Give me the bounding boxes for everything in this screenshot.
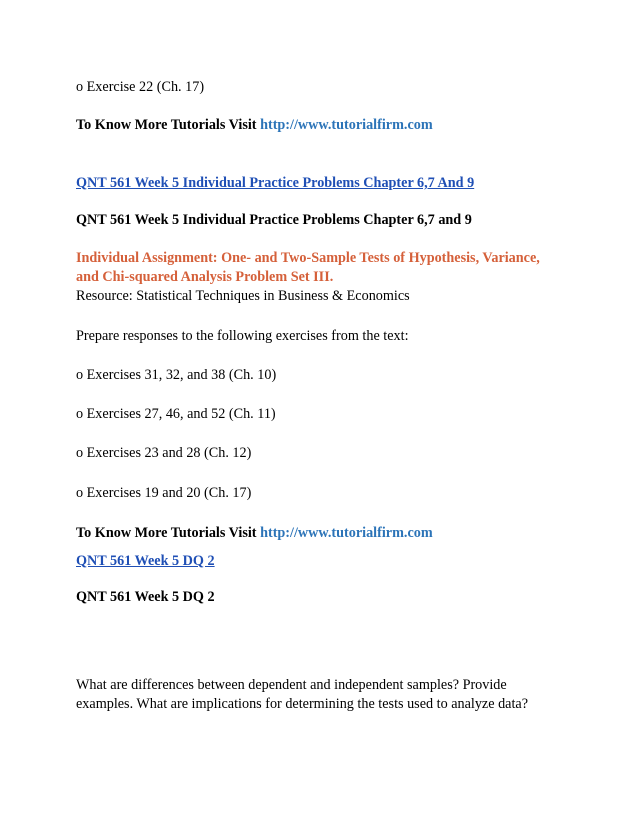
promo-line-2 — [76, 524, 433, 542]
exercise-item-ch11: o Exercises 27, 46, and 52 (Ch. 11) — [76, 406, 276, 422]
assignment-title-line2: and Chi-squared Analysis Problem Set III. — [76, 269, 334, 285]
promo-label: To Know More Tutorials Visit — [76, 525, 261, 541]
resource-text: Resource: Statistical Techniques in Business & Economics — [76, 288, 410, 304]
exercise-item-ch12: o Exercises 23 and 28 (Ch. 12) — [76, 445, 252, 461]
question-line2: examples. What are implications for determining the tests used to analyze data? — [76, 696, 529, 712]
section1-heading: QNT 561 Week 5 Individual Practice Problems Chapter 6,7 and 9 — [76, 212, 472, 228]
section2-title-link[interactable]: QNT 561 Week 5 DQ 2 — [76, 553, 215, 569]
exercise-item-ch17: o Exercises 19 and 20 (Ch. 17) — [76, 485, 252, 501]
promo-line-1 — [76, 116, 433, 134]
promo-label: To Know More Tutorials Visit — [76, 117, 261, 133]
promo-url-link[interactable]: http://www.tutorialfirm.com — [260, 525, 433, 541]
exercise-22-item: o Exercise 22 (Ch. 17) — [76, 79, 205, 95]
promo-url-link[interactable]: http://www.tutorialfirm.com — [260, 117, 433, 133]
section2-heading: QNT 561 Week 5 DQ 2 — [76, 589, 215, 605]
exercise-item-ch10: o Exercises 31, 32, and 38 (Ch. 10) — [76, 367, 277, 383]
question-line1: What are differences between dependent and independent samples? Provide — [76, 677, 507, 693]
section1-title-link[interactable]: QNT 561 Week 5 Individual Practice Problems Chapter 6,7 And 9 — [76, 175, 475, 191]
prepare-text: Prepare responses to the following exercises from the text: — [76, 328, 409, 344]
assignment-title-line1: Individual Assignment: One- and Two-Sample Tests of Hypothesis, Variance, — [76, 250, 540, 266]
